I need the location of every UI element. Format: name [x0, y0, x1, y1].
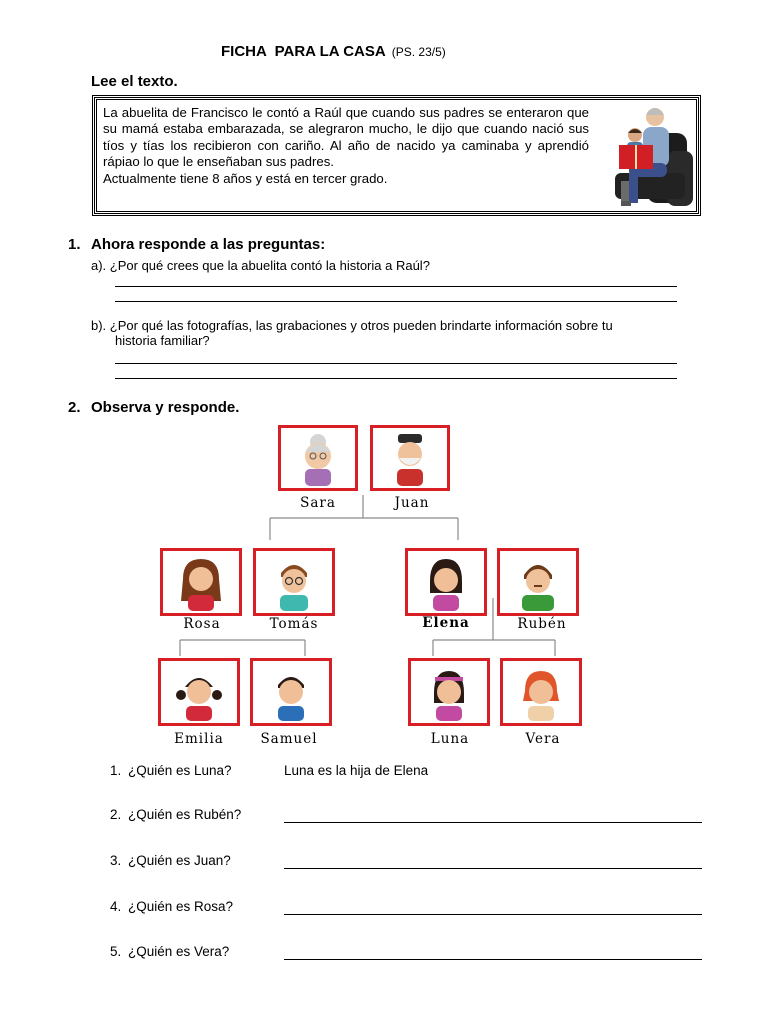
- worksheet-reference: (PS. 23/5): [391, 45, 446, 59]
- card-sara: [278, 425, 358, 491]
- card-elena: [405, 548, 487, 616]
- grandfather-avatar-icon: [373, 428, 447, 488]
- card-vera: [500, 658, 582, 726]
- girl-avatar-icon: [161, 661, 237, 723]
- card-ruben: [497, 548, 579, 616]
- man-avatar-icon: [500, 551, 576, 613]
- family-answer-line-4[interactable]: [284, 914, 702, 915]
- man-glasses-avatar-icon: [256, 551, 332, 613]
- woman-avatar-icon: [408, 551, 484, 613]
- name-vera: Vera: [525, 731, 561, 747]
- family-question-4: 4. ¿Quién es Rosa?: [110, 899, 234, 914]
- question-b: b). ¿Por qué las fotografías, las grabaciones y otros pueden brindarte información sobre tu: [91, 318, 613, 333]
- family-answer-line-5[interactable]: [284, 959, 702, 960]
- family-tree: [150, 420, 590, 755]
- card-tomas: [253, 548, 335, 616]
- question-b-continuation: historia familiar?: [115, 333, 210, 348]
- answer-line-a-1[interactable]: [115, 286, 677, 287]
- section-1-heading: 1. Ahora responde a las preguntas:: [68, 236, 326, 253]
- reading-paragraph-2: Actualmente tiene 8 años y está en tercer grado.: [103, 171, 388, 186]
- boy-avatar-icon: [253, 661, 329, 723]
- name-samuel: Samuel: [260, 731, 318, 747]
- name-sara: Sara: [300, 495, 336, 511]
- name-elena: Elena: [422, 615, 470, 631]
- name-juan: Juan: [394, 495, 430, 511]
- family-answer-line-2[interactable]: [284, 822, 702, 823]
- answer-line-a-2[interactable]: [115, 301, 677, 302]
- card-rosa: [160, 548, 242, 616]
- card-samuel: [250, 658, 332, 726]
- card-luna: [408, 658, 490, 726]
- girl-avatar-icon: [411, 661, 487, 723]
- name-tomas: Tomás: [269, 616, 319, 632]
- reading-paragraph-1: La abuelita de Francisco le contó a Raúl que cuando sus padres se enteraron que su mamá estaba embarazada, se alegraron mucho, le dijo que cuando nació sus tíos y tías los recibieron con cariño. Al año de nacido ya caminaba y aprendió rápiao lo que le enseñaban sus padres.: [103, 105, 589, 169]
- family-question-1: 1. ¿Quién es Luna?: [110, 763, 232, 778]
- question-a: a). ¿Por qué crees que la abuelita contó la historia a Raúl?: [91, 258, 430, 273]
- name-rosa: Rosa: [183, 616, 221, 632]
- reading-instruction: Lee el texto.: [91, 73, 178, 90]
- family-question-2: 2. ¿Quién es Rubén?: [110, 807, 242, 822]
- family-question-3: 3. ¿Quién es Juan?: [110, 853, 231, 868]
- name-luna: Luna: [430, 731, 470, 747]
- card-juan: [370, 425, 450, 491]
- section-2-heading: 2. Observa y responde.: [68, 399, 240, 416]
- answer-line-b-2[interactable]: [115, 378, 677, 379]
- reading-text-box: [92, 95, 701, 216]
- family-question-5: 5. ¿Quién es Vera?: [110, 944, 230, 959]
- woman-avatar-icon: [163, 551, 239, 613]
- family-answer-1[interactable]: Luna es la hija de Elena: [284, 763, 429, 778]
- girl-avatar-icon: [503, 661, 579, 723]
- answer-line-b-1[interactable]: [115, 363, 677, 364]
- name-ruben: Rubén: [517, 616, 567, 632]
- card-emilia: [158, 658, 240, 726]
- worksheet-title: FICHA PARA LA CASA (PS. 23/5): [221, 43, 446, 60]
- grandmother-reading-book-icon: [607, 103, 695, 211]
- name-emilia: Emilia: [174, 731, 224, 747]
- family-answer-line-3[interactable]: [284, 868, 702, 869]
- grandmother-avatar-icon: [281, 428, 355, 488]
